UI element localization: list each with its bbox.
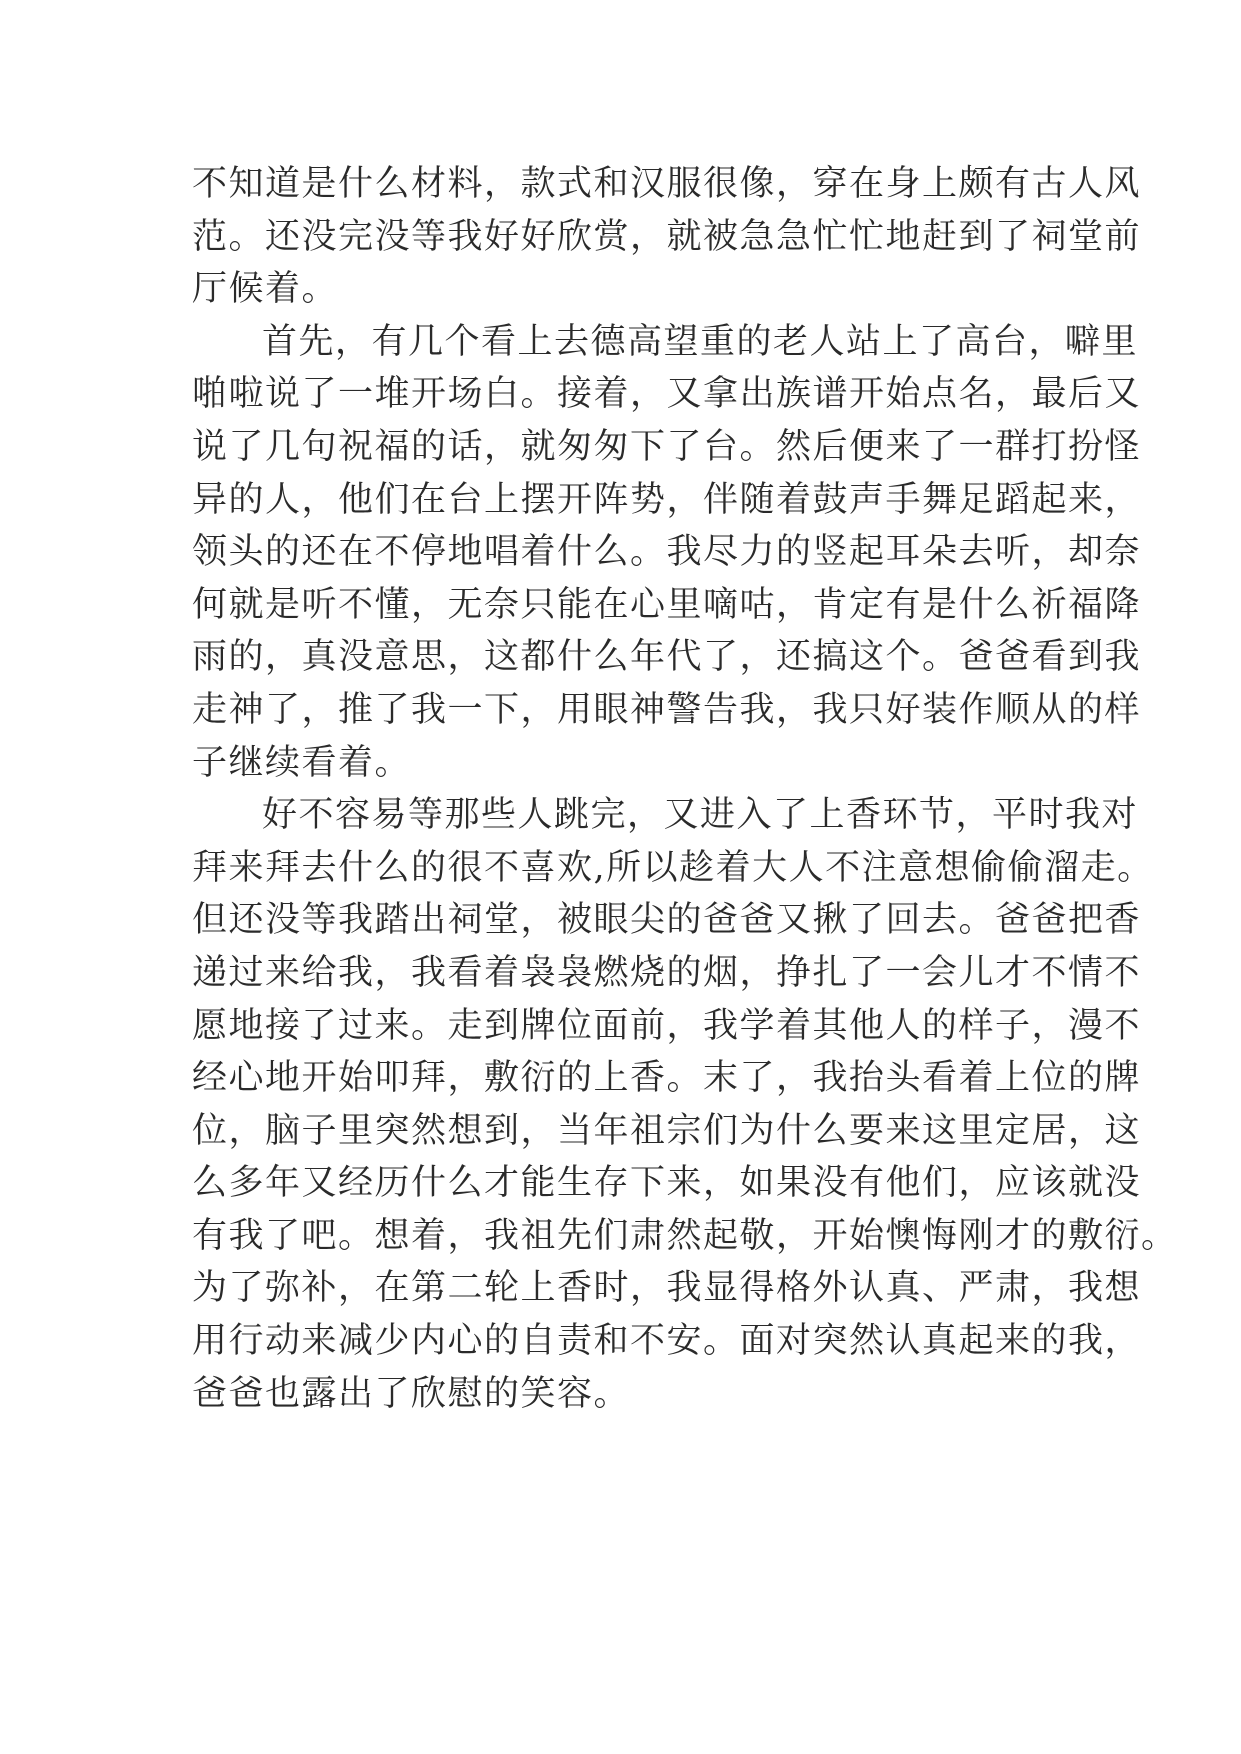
text-line: 但还没等我踏出祠堂，被眼尖的爸爸又揪了回去。爸爸把香 (192, 900, 1142, 941)
text-line: 说了几句祝福的话，就匆匆下了台。然后便来了一群打扮怪 (192, 426, 1142, 467)
text-line: 经心地开始叩拜，敷衍的上香。末了，我抬头看着上位的牌 (192, 1058, 1142, 1099)
text-line: 厅候着。 (192, 269, 339, 310)
text-line: 位，脑子里突然想到，当年祖宗们为什么要来这里定居，这 (192, 1110, 1142, 1151)
text-line: 啪啦说了一堆开场白。接着，又拿出族谱开始点名，最后又 (192, 374, 1142, 415)
text-line: 有我了吧。想着，我祖先们肃然起敬，开始懊悔刚才的敷衍。 (192, 1215, 1178, 1256)
text-line: 何就是听不懂，无奈只能在心里嘀咕，肯定有是什么祈福降 (192, 584, 1142, 625)
document-body (192, 158, 1178, 1420)
text-line: 递过来给我，我看着袅袅燃烧的烟，挣扎了一会儿才不情不 (192, 952, 1142, 993)
text-line: 雨的，真没意思，这都什么年代了，还搞这个。爸爸看到我 (192, 637, 1142, 678)
text-line: 范。还没完没等我好好欣赏，就被急急忙忙地赶到了祠堂前 (192, 216, 1142, 257)
text-line: 子继续看着。 (192, 742, 412, 783)
text-line: 异的人，他们在台上摆开阵势，伴随着鼓声手舞足蹈起来， (192, 479, 1142, 520)
text-line: 么多年又经历什么才能生存下来，如果没有他们，应该就没 (192, 1163, 1142, 1204)
text-line: 用行动来减少内心的自责和不安。面对突然认真起来的我， (192, 1321, 1142, 1362)
text-line: 为了弥补，在第二轮上香时，我显得格外认真、严肃，我想 (192, 1268, 1142, 1309)
text-line: 愿地接了过来。走到牌位面前，我学着其他人的样子，漫不 (192, 1005, 1142, 1046)
paragraph-first-line: 首先，有几个看上去德高望重的老人站上了高台，噼里 (262, 321, 1139, 362)
text-line: 不知道是什么材料，款式和汉服很像，穿在身上颇有古人风 (192, 164, 1142, 204)
text-line: 拜来拜去什么的很不喜欢,所以趁着大人不注意想偷偷溜走。 (192, 847, 1154, 888)
paragraph-first-line: 好不容易等那些人跳完，又进入了上香环节，平时我对 (262, 795, 1139, 836)
text-line: 领头的还在不停地唱着什么。我尽力的竖起耳朵去听，却奈 (192, 532, 1142, 573)
text-line: 走神了，推了我一下，用眼神警告我，我只好装作顺从的样 (192, 689, 1142, 730)
text-line: 爸爸也露出了欣慰的笑容。 (192, 1373, 631, 1414)
